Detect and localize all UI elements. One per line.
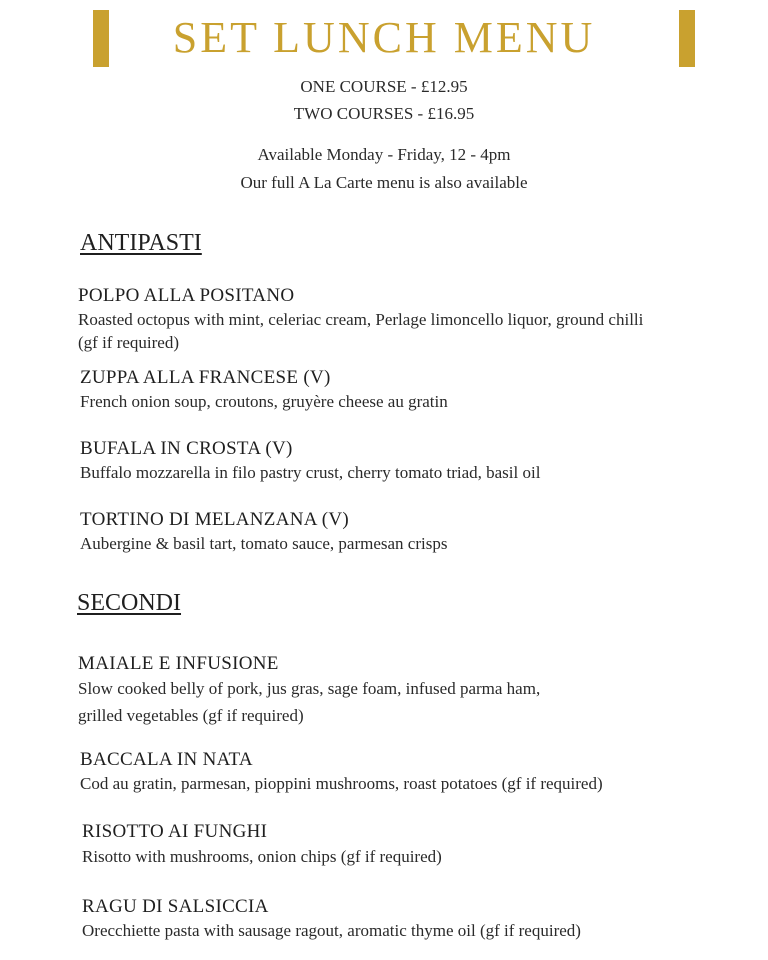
- section-heading-secondi: SECONDI: [77, 590, 182, 616]
- item-description: Slow cooked belly of pork, jus gras, sage foam, infused parma ham,: [78, 679, 541, 698]
- item-name: RAGU DI SALSICCIA: [82, 896, 269, 917]
- item-name: MAIALE E INFUSIONE: [78, 653, 279, 674]
- menu-title: SET LUNCH MENU: [172, 13, 596, 62]
- item-description-cont: (gf if required): [78, 333, 180, 352]
- item-description: Roasted octopus with mint, celeriac cream, Perlage limoncello liquor, ground chilli: [78, 310, 644, 329]
- item-description: Cod au gratin, parmesan, pioppini mushrooms, roast potatoes (gf if required): [80, 774, 603, 793]
- section-heading-antipasti: ANTIPASTI: [80, 230, 202, 256]
- price-two-courses: TWO COURSES - £16.95: [293, 104, 475, 123]
- availability-text: Available Monday - Friday, 12 - 4pm: [257, 145, 511, 164]
- item-name: BUFALA IN CROSTA (V): [80, 438, 293, 459]
- item-name: ZUPPA ALLA FRANCESE (V): [80, 367, 331, 388]
- item-name: BACCALA IN NATA: [80, 749, 253, 770]
- item-description: Orecchiette pasta with sausage ragout, aromatic thyme oil (gf if required): [82, 921, 581, 940]
- item-description: Risotto with mushrooms, onion chips (gf if required): [82, 847, 442, 866]
- item-description: French onion soup, croutons, gruyère cheese au gratin: [80, 392, 448, 411]
- item-description: Aubergine & basil tart, tomato sauce, parmesan crisps: [80, 534, 448, 553]
- item-description: Buffalo mozzarella in filo pastry crust, cherry tomato triad, basil oil: [80, 463, 541, 482]
- item-name: RISOTTO AI FUNGHI: [82, 821, 268, 842]
- a-la-carte-note: Our full A La Carte menu is also available: [240, 173, 528, 192]
- item-name: TORTINO DI MELANZANA (V): [80, 509, 350, 530]
- price-one-course: ONE COURSE - £12.95: [300, 77, 468, 96]
- item-name: POLPO ALLA POSITANO: [78, 285, 295, 306]
- item-description-cont: grilled vegetables (gf if required): [78, 706, 304, 725]
